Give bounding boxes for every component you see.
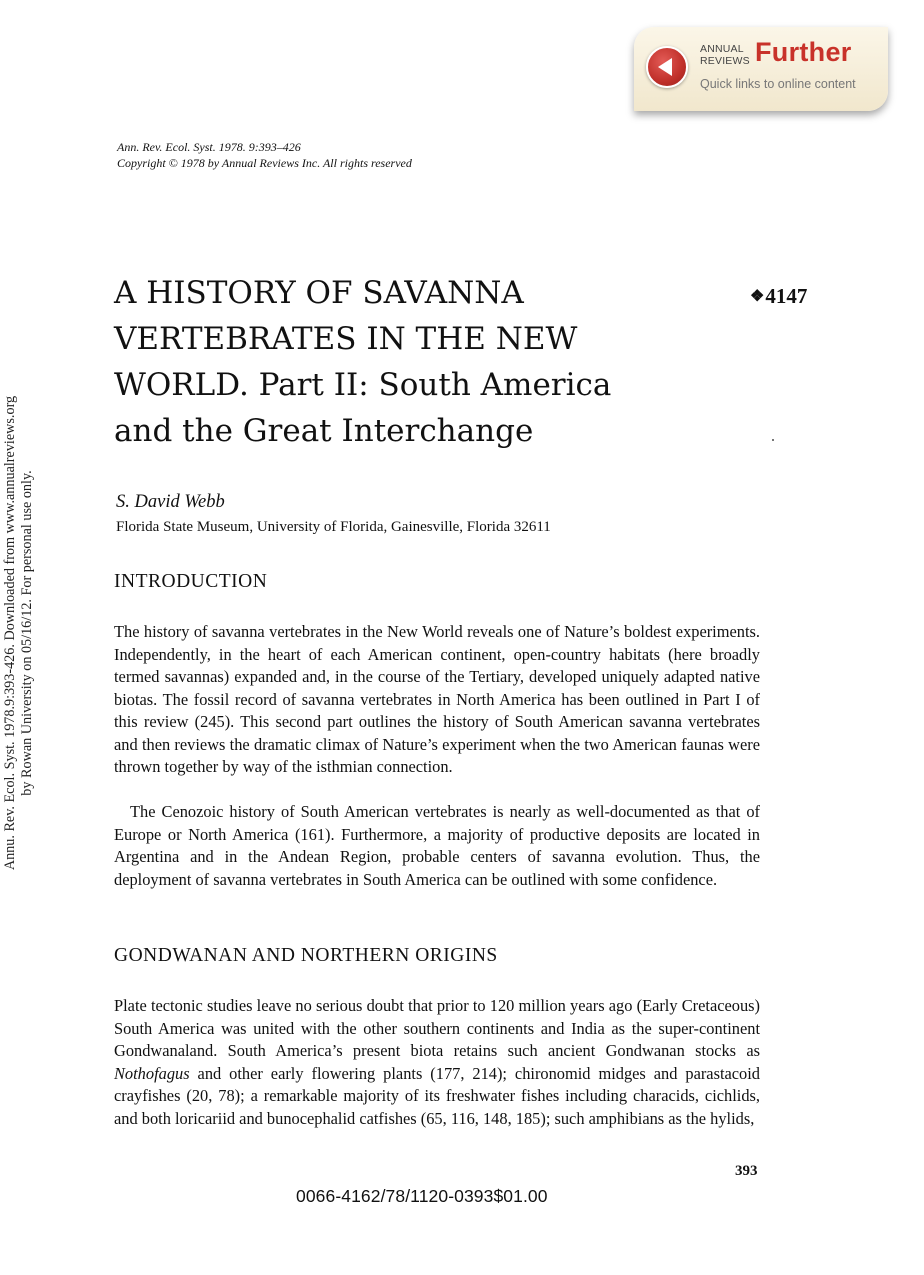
gondwanan-paragraph bbox=[114, 995, 760, 1130]
diamond-icon: ❖ bbox=[750, 288, 765, 305]
title-line: VERTEBRATES IN THE NEW bbox=[114, 321, 578, 357]
article-code-number: 4147 bbox=[765, 284, 808, 308]
download-watermark-line1: Annu. Rev. Ecol. Syst. 1978.9:393-426. Downloaded from www.annualreviews.org bbox=[2, 395, 18, 871]
introduction-heading: INTRODUCTION bbox=[114, 571, 268, 592]
title-line: WORLD. Part II: South America bbox=[114, 367, 612, 403]
journal-citation: Ann. Rev. Ecol. Syst. 1978. 9:393–426 bbox=[117, 140, 301, 154]
further-tagline[interactable]: Quick links to online content bbox=[700, 77, 856, 91]
author-affiliation: Florida State Museum, University of Florida, Gainesville, Florida 32611 bbox=[116, 519, 551, 535]
download-watermark-line2: by Rowan University on 05/16/12. For personal use only. bbox=[19, 470, 35, 796]
download-watermark bbox=[2, 348, 36, 918]
introduction-paragraph-2: The Cenozoic history of South American vertebrates is nearly as well-documented as that of Europe or North America (161). Furthermore, a majority of productive deposits are located in Argentina and in the Andean Region, probable centers of savanna evolution. Thus, the deployment of savanna vertebrates in South America can be outlined with some confidence. bbox=[114, 802, 760, 889]
journal-copyright: Copyright © 1978 by Annual Reviews Inc. All rights reserved bbox=[117, 156, 412, 170]
gondwanan-paragraph-end: and other early flowering plants (177, 214); chironomid midges and parastacoid crayfishes (20, 78); a remarkable majority of its freshwater fishes including characids, cichlids, and both loricariid and bunocephalid catfishes (65, 116, 148, 185); such amphibians as the hylids, bbox=[114, 1063, 760, 1128]
further-word: Further bbox=[755, 37, 852, 67]
author-name: S. David Webb bbox=[116, 492, 225, 512]
article-code bbox=[750, 284, 807, 309]
issn-code: 0066-4162/78/1120-0393$01.00 bbox=[296, 1186, 548, 1206]
title-line: and the Great Interchange bbox=[114, 413, 534, 449]
article-title bbox=[114, 270, 674, 454]
reviews-label: REVIEWS bbox=[700, 55, 750, 67]
annual-reviews-label bbox=[700, 43, 750, 67]
annual-label: ANNUAL bbox=[700, 43, 744, 55]
journal-header bbox=[117, 139, 412, 171]
back-arrow-icon[interactable] bbox=[646, 46, 688, 88]
further-badge[interactable] bbox=[634, 27, 888, 111]
gondwanan-paragraph-start: Plate tectonic studies leave no serious doubt that prior to 120 million years ago (Early Cretaceous) South America was united with the other southern continents and India as the super-continent Gondwanaland. South America’s present biota retains such ancient Gondwanan stocks as bbox=[114, 996, 760, 1060]
gondwanan-heading: GONDWANAN AND NORTHERN ORIGINS bbox=[114, 945, 498, 966]
title-line: A HISTORY OF SAVANNA bbox=[114, 275, 524, 311]
print-speck bbox=[772, 439, 774, 441]
genus-name: Nothofagus bbox=[114, 1063, 190, 1083]
back-arrow-icon-glyph bbox=[656, 57, 678, 77]
introduction-paragraph-1: The history of savanna vertebrates in the New World reveals one of Nature’s boldest experiments. Independently, in the heart of each American continent, open-country habitats (here broadly termed savannas) expanded and, in the course of the Tertiary, developed uniquely adapted native biotas. The fossil record of savanna vertebrates in North America has been outlined in Part I of this review (245). This second part outlines the history of South American savanna vertebrates and then reviews the dramatic climax of Nature’s experiment when the two American faunas were thrown together by way of the isthmian connection. bbox=[114, 622, 760, 776]
page-number: 393 bbox=[735, 1163, 758, 1179]
